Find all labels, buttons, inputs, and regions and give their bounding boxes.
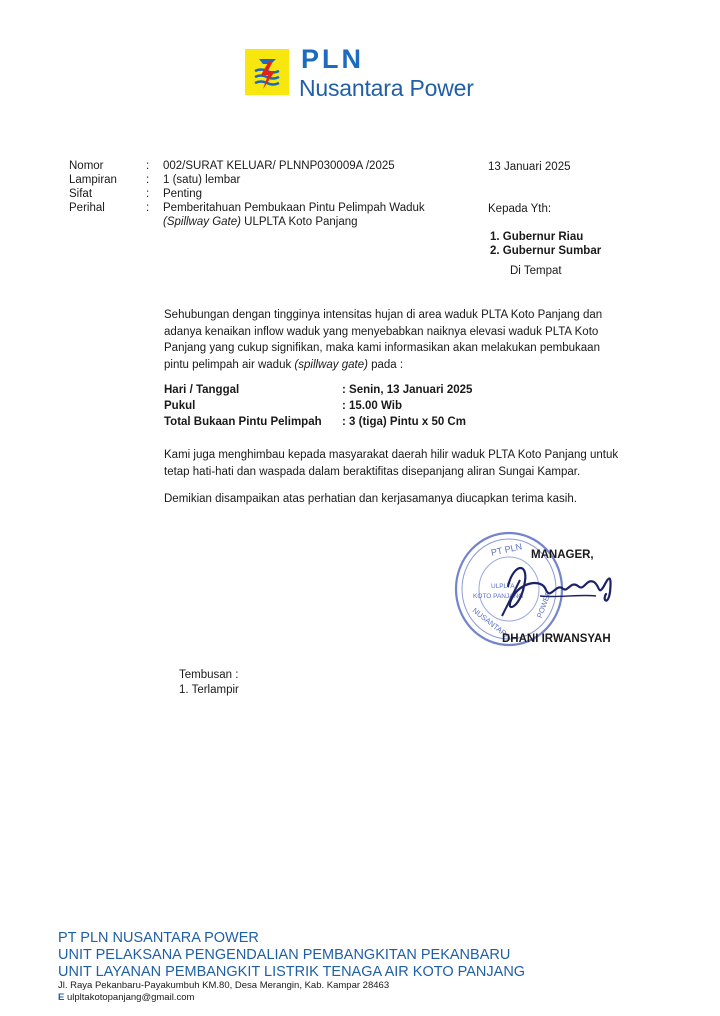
svg-text:POWER: POWER — [534, 589, 554, 620]
recipient-item: 1. Gubernur Riau — [490, 231, 584, 243]
field-colon: : — [146, 188, 150, 200]
kepada-label: Kepada Yth: — [488, 203, 552, 215]
field-label-lampiran: Lampiran — [69, 174, 117, 186]
field-value-nomor: 002/SURAT KELUAR/ PLNNP030009A /2025 — [163, 160, 395, 172]
tembusan-title: Tembusan : — [179, 669, 239, 681]
detail-value-hari: : Senin, 13 Januari 2025 — [342, 384, 473, 396]
field-value-sifat: Penting — [163, 188, 203, 200]
di-tempat: Di Tempat — [510, 265, 562, 277]
tembusan-item: 1. Terlampir — [179, 683, 239, 696]
signature-title: MANAGER, — [531, 549, 594, 561]
footer-unit-1: UNIT PELAKSANA PENGENDALIAN PEMBANGKITAN PEKANBARU — [58, 947, 511, 963]
svg-text:NUSANTARA: NUSANTARA — [470, 605, 513, 642]
footer-email: E ulpltakotopanjang@gmail.com — [58, 992, 195, 1003]
svg-text:KOTO PANJANG: KOTO PANJANG — [473, 593, 524, 600]
letter-date: 13 Januari 2025 — [488, 161, 571, 173]
svg-text:PT PLN: PT PLN — [490, 541, 523, 558]
lightning-icon — [245, 49, 289, 95]
field-colon: : — [146, 174, 150, 186]
field-colon: : — [146, 202, 150, 214]
field-label-nomor: Nomor — [69, 160, 104, 172]
logo-subtitle: Nusantara Power — [299, 75, 474, 101]
body-paragraph-3: Demikian disampaikan atas perhatian dan kerjasamanya diucapkan terima kasih. — [164, 493, 577, 505]
body-paragraph-2: Kami juga menghimbau kepada masyarakat daerah hilir waduk PLTA Koto Panjang untuk tetap hati-hati dan waspada dalam beraktifitas disepanjang aliran Sungai Kampar. — [164, 449, 619, 478]
tembusan — [179, 668, 239, 697]
detail-label-pukul: Pukul — [164, 400, 196, 412]
field-colon: : — [146, 160, 150, 172]
footer-address: Jl. Raya Pekanbaru-Payakumbuh KM.80, Desa Merangin, Kab. Kampar 28463 — [58, 980, 390, 991]
recipient-item: 2. Gubernur Sumbar — [490, 245, 602, 257]
detail-value-pukul: : 15.00 Wib — [342, 400, 402, 412]
handwritten-signature — [490, 556, 620, 624]
field-label-perihal: Perihal — [69, 202, 105, 214]
pln-logo-mark — [245, 49, 289, 95]
body-paragraph-1: Sehubungan dengan tingginya intensitas hujan di area waduk PLTA Koto Panjang dan adanya kenaikan inflow waduk yang menyebabkan naiknya elevasi waduk PLTA Koto Panjang yang cukup signifikan, maka kami informasikan akan melakukan pembukaan pintu pelimpah air waduk (spillway gate) pada : — [164, 309, 603, 371]
logo-brand: PLN — [301, 44, 364, 74]
field-label-sifat: Sifat — [69, 188, 93, 200]
field-value-lampiran: 1 (satu) lembar — [163, 174, 241, 186]
field-value-perihal-line2: (Spillway Gate) ULPLTA Koto Panjang — [163, 216, 358, 228]
svg-text:ULPLTA: ULPLTA — [491, 583, 515, 590]
footer-unit-2: UNIT LAYANAN PEMBANGKIT LISTRIK TENAGA AIR KOTO PANJANG — [58, 964, 526, 980]
detail-value-bukaan: : 3 (tiga) Pintu x 50 Cm — [342, 416, 466, 428]
field-value-perihal: Pemberitahuan Pembukaan Pintu Pelimpah Waduk — [163, 202, 425, 214]
signature-name: DHANI IRWANSYAH — [502, 633, 611, 645]
detail-label-bukaan: Total Bukaan Pintu Pelimpah — [164, 416, 322, 428]
footer-company: PT PLN NUSANTARA POWER — [58, 930, 259, 946]
detail-label-hari: Hari / Tanggal — [164, 384, 240, 396]
